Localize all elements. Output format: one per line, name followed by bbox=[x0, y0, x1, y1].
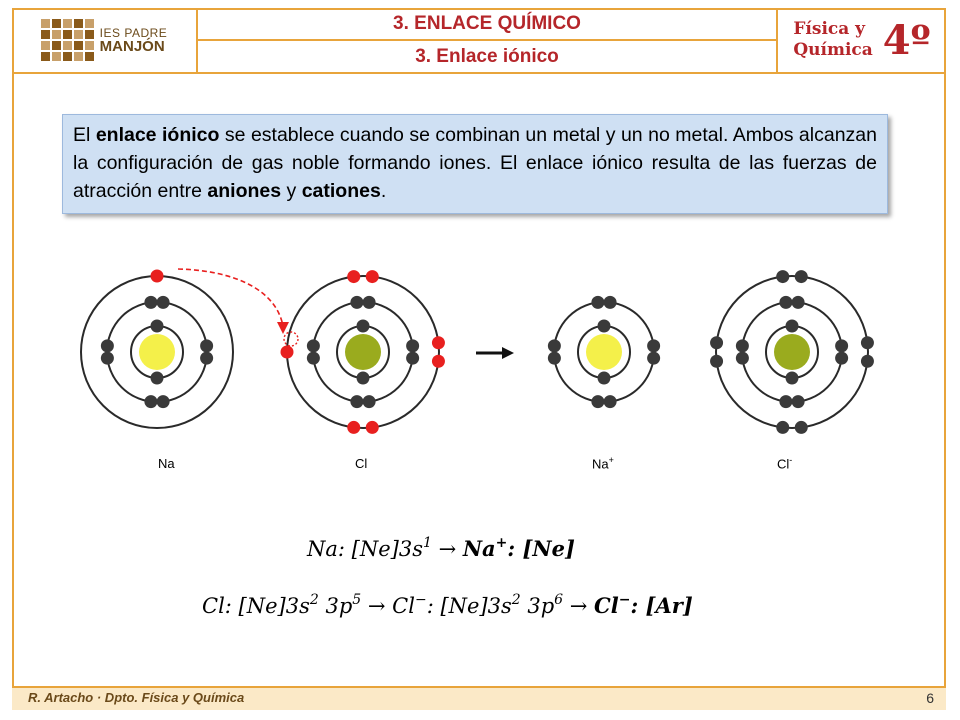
electron bbox=[647, 352, 660, 365]
electron bbox=[795, 421, 808, 434]
electron bbox=[144, 296, 157, 309]
electron bbox=[548, 352, 561, 365]
electron bbox=[861, 336, 874, 349]
electron bbox=[157, 395, 170, 408]
ionic-bond-diagram bbox=[60, 250, 920, 450]
definition-text: y bbox=[281, 180, 302, 202]
electron bbox=[786, 320, 799, 333]
electron bbox=[101, 352, 114, 365]
electron bbox=[307, 339, 320, 352]
electron bbox=[157, 296, 170, 309]
chlorine-atom bbox=[281, 270, 445, 434]
definition-text: . bbox=[380, 180, 387, 202]
electron bbox=[366, 270, 379, 283]
electron bbox=[736, 339, 749, 352]
electron bbox=[792, 395, 805, 408]
electron bbox=[604, 395, 617, 408]
electron bbox=[591, 296, 604, 309]
logo-text-bottom: MANJÓN bbox=[99, 38, 165, 55]
definition-text: se establece cuando se combinan un metal y un no metal. Ambos alcanzan la configuración de gas noble formando iones. El enlace iónico resulta de las fuerzas de atracción entre bbox=[73, 124, 877, 202]
course-label: 4º bbox=[882, 16, 931, 64]
subject-line1: Física y bbox=[793, 19, 866, 39]
equation-chlorine: Cl: $[Ne]3s^2$ $3p^5 \to Cl^-$: $[Ne]3s^2$ $3p^6 \to Cl^-$: [Ar] bbox=[202, 592, 693, 618]
electron bbox=[357, 320, 370, 333]
electron bbox=[151, 320, 164, 333]
school-logo bbox=[12, 8, 198, 74]
definition-text: El bbox=[73, 124, 96, 146]
label-cl: Cl bbox=[355, 456, 368, 471]
electron bbox=[548, 339, 561, 352]
electron bbox=[347, 421, 360, 434]
subject-line2: Química bbox=[793, 40, 873, 60]
electron-transfer-arrowhead bbox=[277, 322, 289, 334]
electron bbox=[776, 421, 789, 434]
electron bbox=[647, 339, 660, 352]
electron bbox=[347, 270, 360, 283]
term-anions: aniones bbox=[207, 180, 282, 202]
electron bbox=[779, 296, 792, 309]
electron bbox=[786, 372, 799, 385]
electron bbox=[710, 336, 723, 349]
electron bbox=[736, 352, 749, 365]
electron bbox=[432, 355, 445, 368]
electron bbox=[101, 339, 114, 352]
electron bbox=[406, 352, 419, 365]
nucleus bbox=[586, 334, 622, 370]
electron bbox=[835, 339, 848, 352]
subject-badge bbox=[776, 8, 946, 74]
footer-bar bbox=[12, 686, 946, 710]
electron bbox=[200, 339, 213, 352]
label-na-ion: Na+ bbox=[592, 455, 614, 472]
label-cl-ion: Cl- bbox=[777, 455, 793, 472]
electron bbox=[363, 296, 376, 309]
nucleus bbox=[139, 334, 175, 370]
reaction-arrowhead bbox=[502, 347, 514, 359]
electron bbox=[795, 270, 808, 283]
electron bbox=[363, 395, 376, 408]
electron bbox=[710, 355, 723, 368]
definition-box bbox=[62, 114, 888, 214]
electron bbox=[792, 296, 805, 309]
label-na: Na bbox=[158, 456, 175, 471]
electron bbox=[598, 372, 611, 385]
electron bbox=[861, 355, 874, 368]
electron bbox=[350, 296, 363, 309]
sodium-atom bbox=[81, 270, 233, 429]
term-cations: cationes bbox=[301, 180, 381, 202]
nucleus bbox=[345, 334, 381, 370]
footer-author: R. Artacho · Dpto. Física y Química bbox=[28, 690, 245, 705]
electron bbox=[598, 320, 611, 333]
electron bbox=[776, 270, 789, 283]
electron bbox=[200, 352, 213, 365]
term-ionic-bond: enlace iónico bbox=[95, 124, 220, 146]
electron bbox=[151, 270, 164, 283]
electron bbox=[779, 395, 792, 408]
chloride-ion bbox=[710, 270, 874, 434]
electron bbox=[307, 352, 320, 365]
electron bbox=[604, 296, 617, 309]
electron bbox=[591, 395, 604, 408]
logo-text-top: IES PADRE bbox=[99, 26, 168, 40]
page-number: 6 bbox=[926, 690, 934, 706]
sodium-ion bbox=[548, 296, 660, 408]
page-subtitle: 3. Enlace iónico bbox=[198, 41, 776, 74]
electron bbox=[406, 339, 419, 352]
page-title: 3. ENLACE QUÍMICO bbox=[198, 8, 776, 41]
electron bbox=[357, 372, 370, 385]
electron-placeholder bbox=[284, 332, 298, 346]
electron bbox=[350, 395, 363, 408]
electron bbox=[281, 346, 294, 359]
logo-icon bbox=[41, 19, 94, 61]
equation-sodium: Na: $[Ne]3s^1 \to Na^+$: [Ne] bbox=[307, 535, 575, 561]
nucleus bbox=[774, 334, 810, 370]
electron bbox=[432, 336, 445, 349]
electron bbox=[144, 395, 157, 408]
electron bbox=[366, 421, 379, 434]
electron bbox=[835, 352, 848, 365]
electron bbox=[151, 372, 164, 385]
